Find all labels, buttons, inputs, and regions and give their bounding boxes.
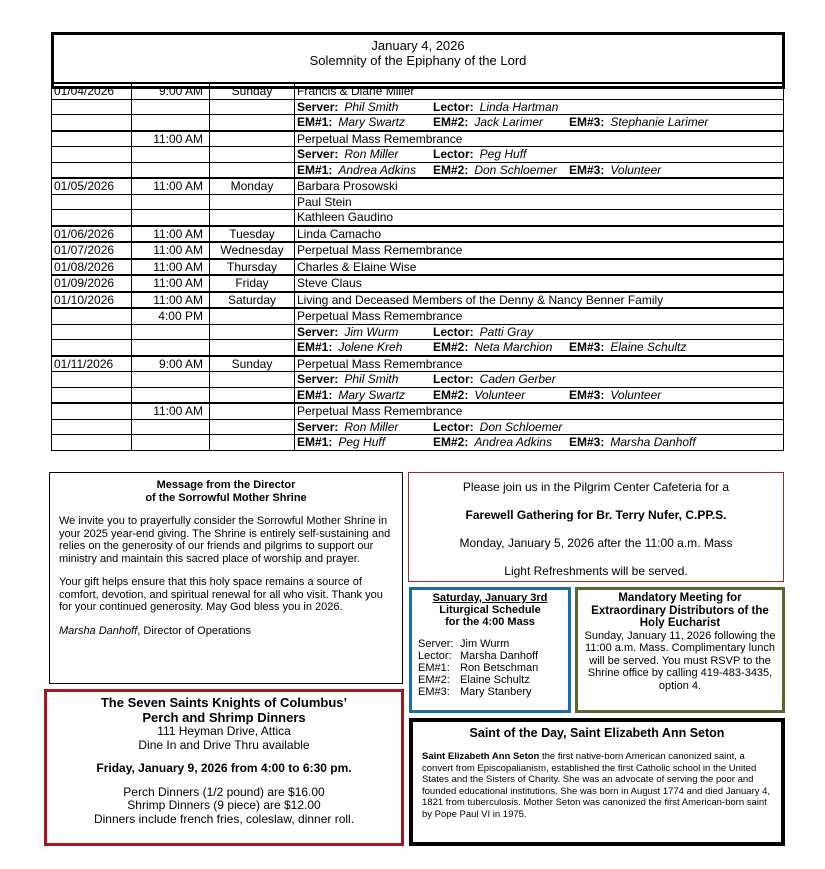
minister-name: Neta Marchion [474,340,553,355]
schedule-date [52,435,132,451]
minister-server [297,420,433,434]
role-label: EM#3: [569,115,605,130]
director-message-title: Message from the Director of the Sorrowful Mother Shrine [145,479,307,504]
minister-lector [433,100,569,114]
minister-assignments [295,324,784,340]
schedule-date [52,387,132,403]
minister-em3 [569,163,675,177]
role-label: EM#1: [297,387,333,402]
minister-name: Marsha Danhoff [610,435,696,450]
minister-name: Don Schloemer [474,162,558,177]
schedule-time [132,324,210,340]
schedule-day: Sunday [210,356,295,372]
minister-em3 [569,435,710,449]
minister-name: Stephanie Larimer [610,115,709,130]
role-label: EM#2: [433,162,469,177]
director-message-box [49,472,403,684]
schedule-time [132,147,210,163]
schedule-day [210,387,295,403]
schedule-time [132,115,210,131]
schedule-time: 9:00 AM [132,83,210,99]
saturday-role-row [418,638,562,650]
schedule-day [210,99,295,115]
schedule-date: 01/10/2026 [52,292,132,309]
schedule-row-ministers [52,340,784,356]
kofc-price-shrimp: Shrimp Dinners (9 piece) are $12.00 [127,798,321,812]
schedule-time [132,419,210,435]
signature-name: Marsha Danhoff [59,624,138,637]
schedule-date [52,308,132,324]
mandatory-meeting-body: Sunday, January 11, 2026 following the 11:00 a.m. Mass. Complimentary lunch will be served. You must RSVP to the Shrine office by calling 419-483-3435, option 4. [584,629,776,692]
schedule-intention: Perpetual Mass Remembrance [295,131,784,147]
farewell-line-3: Monday, January 5, 2026 after the 11:00 a.m. Mass [459,536,733,550]
role-label: Server: [297,324,339,339]
schedule-day [210,115,295,131]
minister-name: Phil Smith [344,372,399,387]
minister-assignments [295,435,784,451]
schedule-time [132,372,210,388]
role-label: EM#3: [418,686,450,698]
schedule-row-intention [52,308,784,324]
schedule-time [132,210,210,226]
mandatory-meeting-box [575,587,785,713]
schedule-date: 01/08/2026 [52,259,132,276]
schedule-date [52,194,132,210]
schedule-time: 11:00 AM [132,259,210,276]
schedule-time: 11:00 AM [132,226,210,243]
schedule-day [210,131,295,147]
schedule-day: Tuesday [210,226,295,243]
schedule-row-intention [52,178,784,194]
schedule-day [210,162,295,178]
schedule-date [52,131,132,147]
schedule-date [52,210,132,226]
minister-lector [433,420,569,434]
schedule-row-intention [52,259,784,276]
schedule-time [132,99,210,115]
schedule-time [132,435,210,451]
minister-name: Mary Swartz [338,387,406,402]
kofc-address: 111 Heyman Drive, Attica [157,724,291,738]
schedule-time: 11:00 AM [132,403,210,419]
minister-em1 [297,340,433,354]
header-date: January 4, 2026 [371,38,465,53]
schedule-time [132,387,210,403]
director-message-paragraph-2: Your gift helps ensure that this holy space remains a source of comfort, devotion, and spiritual renewal for all who visit. Thank you for your continued generosity. May God bless you in 2026. [59,576,383,613]
schedule-row-ministers [52,324,784,340]
minister-assignments [295,99,784,115]
mass-schedule-table [51,82,784,451]
schedule-row-ministers [52,99,784,115]
schedule-date: 01/06/2026 [52,226,132,243]
farewell-line-4: Light Refreshments will be served. [504,564,688,578]
schedule-intention: Charles & Elaine Wise [295,259,784,276]
schedule-intention: Paul Stein [295,194,784,210]
kofc-includes: Dinners include french fries, coleslaw, dinner roll. [93,811,355,826]
role-label: Server: [297,419,339,434]
minister-name: Jim Wurm [344,324,399,339]
minister-name: Linda Hartman [479,99,559,114]
schedule-date [52,372,132,388]
minister-assignments [295,147,784,163]
saint-name: Saint Elizabeth Ann Seton [422,751,540,762]
minister-em1 [297,388,433,402]
schedule-row-intention [52,226,784,243]
schedule-date [52,324,132,340]
schedule-time: 11:00 AM [132,178,210,194]
farewell-line-1: Please join us in the Pilgrim Center Cafeteria for a [462,480,730,494]
role-label: EM#2: [433,387,469,402]
schedule-date: 01/07/2026 [52,242,132,259]
saint-title: Saint of the Day, Saint Elizabeth Ann Seton [469,726,725,740]
minister-assignments [295,387,784,403]
schedule-date: 01/04/2026 [52,83,132,99]
schedule-intention: Perpetual Mass Remembrance [295,356,784,372]
schedule-row-intention [52,131,784,147]
schedule-day: Wednesday [210,242,295,259]
schedule-date [52,115,132,131]
minister-assignments [295,340,784,356]
schedule-intention: Perpetual Mass Remembrance [295,308,784,324]
schedule-row-ministers [52,162,784,178]
role-label: Lector: [433,324,474,339]
schedule-day [210,308,295,324]
schedule-day [210,372,295,388]
minister-name: Ron Miller [344,419,399,434]
role-label: Lector: [433,419,474,434]
schedule-row-intention [52,210,784,226]
schedule-row-intention [52,356,784,372]
schedule-time [132,162,210,178]
schedule-row-ministers [52,387,784,403]
schedule-day: Monday [210,178,295,194]
minister-server [297,147,433,161]
saturday-role-row [418,650,562,662]
minister-name: Don Schloemer [479,419,563,434]
minister-assignments [295,419,784,435]
schedule-row-intention [52,83,784,99]
schedule-row-intention [52,194,784,210]
farewell-gathering-box [408,472,784,582]
header-title: Solemnity of the Epiphany of the Lord [309,53,527,68]
role-label: Lector: [433,99,474,114]
saturday-roles-list [418,638,562,698]
minister-name: Jack Larimer [474,115,544,130]
schedule-row-ministers [52,372,784,388]
role-label: EM#2: [418,674,450,686]
minister-assignments [295,115,784,131]
minister-em2 [433,163,569,177]
schedule-date [52,403,132,419]
minister-name: Jolene Kreh [338,340,403,355]
minister-name: Peg Huff [338,435,386,450]
minister-em1 [297,435,433,449]
minister-name: Caden Gerber [479,372,556,387]
schedule-date: 01/05/2026 [52,178,132,194]
minister-name: Volunteer [474,387,526,402]
minister-assignments [295,162,784,178]
minister-em2 [433,115,569,129]
role-label: EM#2: [433,115,469,130]
schedule-date [52,147,132,163]
minister-em3 [569,115,722,129]
minister-em3 [569,340,700,354]
minister-name: Volunteer [610,162,662,177]
role-label: EM#1: [297,115,333,130]
minister-em1 [297,163,433,177]
minister-name: Phil Smith [344,99,399,114]
kofc-service: Dine In and Drive Thru available [138,737,310,752]
schedule-row-ministers [52,147,784,163]
schedule-date [52,340,132,356]
saturday-role-row [418,674,562,686]
role-label: Server: [297,99,339,114]
role-label: EM#1: [297,162,333,177]
minister-name: Peg Huff [479,147,527,162]
role-label: EM#1: [297,340,333,355]
role-label: Lector: [433,147,474,162]
schedule-intention: Perpetual Mass Remembrance [295,242,784,259]
schedule-intention: Linda Camacho [295,226,784,243]
schedule-date: 01/11/2026 [52,356,132,372]
schedule-time: 9:00 AM [132,356,210,372]
role-label: EM#1: [418,662,450,674]
role-label: EM#3: [569,435,605,450]
schedule-day [210,340,295,356]
minister-name: Mary Stanbery [460,686,532,698]
role-label: Lector: [418,650,452,662]
minister-name: Ron Miller [344,147,399,162]
minister-server [297,100,433,114]
minister-lector [433,147,569,161]
kofc-price-perch: Perch Dinners (1/2 pound) are $16.00 [123,784,325,799]
kofc-when: Friday, January 9, 2026 from 4:00 to 6:30 pm. [96,761,352,775]
schedule-day [210,403,295,419]
minister-server [297,372,433,386]
role-label: EM#3: [569,340,605,355]
schedule-row-intention [52,275,784,292]
minister-server [297,325,433,339]
minister-em2 [433,340,569,354]
schedule-day [210,194,295,210]
schedule-intention: Steve Claus [295,275,784,292]
kofc-dinner-box [44,689,404,846]
minister-em2 [433,388,569,402]
bulletin-header [51,32,785,89]
schedule-time: 4:00 PM [132,308,210,324]
schedule-row-ministers [52,419,784,435]
saturday-role-row [418,686,562,698]
schedule-time: 11:00 AM [132,131,210,147]
schedule-row-ministers [52,435,784,451]
minister-name: Elaine Schultz [460,674,530,686]
role-label: EM#3: [569,162,605,177]
minister-name: Elaine Schultz [610,340,687,355]
schedule-day: Thursday [210,259,295,276]
farewell-line-2: Farewell Gathering for Br. Terry Nufer, C.PP.S. [465,508,727,522]
schedule-day [210,324,295,340]
saturday-schedule-title: Saturday, January 3rd Liturgical Schedule for the 4:00 Mass [432,592,548,628]
schedule-time [132,194,210,210]
saturday-schedule-box [409,587,571,713]
minister-name: Patti Gray [479,324,534,339]
minister-name: Jim Wurm [460,638,510,650]
schedule-day [210,435,295,451]
role-label: EM#2: [433,340,469,355]
schedule-day [210,210,295,226]
schedule-row-intention [52,242,784,259]
role-label: EM#1: [297,435,333,450]
role-label: EM#2: [433,435,469,450]
signature-title: , Director of Operations [137,624,251,637]
schedule-date [52,99,132,115]
schedule-intention: Kathleen Gaudino [295,210,784,226]
schedule-intention: Living and Deceased Members of the Denny & Nancy Benner Family [295,292,784,309]
saturday-role-row [418,662,562,674]
schedule-date [52,419,132,435]
schedule-row-intention [52,292,784,309]
schedule-row-ministers [52,115,784,131]
minister-assignments [295,372,784,388]
minister-em1 [297,115,433,129]
minister-lector [433,372,569,386]
minister-em2 [433,435,569,449]
minister-lector [433,325,569,339]
minister-name: Andrea Adkins [474,435,552,450]
schedule-row-intention [52,403,784,419]
schedule-date [52,162,132,178]
schedule-time: 11:00 AM [132,242,210,259]
director-message-paragraph-1: We invite you to prayerfully consider the Sorrowful Mother Shrine in your 2025 year-end giving. The Shrine is entirely self-sustaining and relies on the generosity of our friends and pilgrims to support our ministry and maintain this sacred place of worship and prayer. [59,515,391,565]
schedule-day [210,147,295,163]
role-label: Server: [297,147,339,162]
director-signature [59,625,393,638]
schedule-intention: Francis & Diane Miller [295,83,784,99]
schedule-day: Saturday [210,292,295,309]
minister-em3 [569,388,675,402]
saint-of-the-day-box [409,718,785,846]
saint-body: Saint Elizabeth Ann Seton the first native-born American canonized saint, a convert from Episcopalianism, established the first Catholic school in the United States and the Sisters of Charity. She was an advocate of serving the poor and founded educational institutions. She was born in August 1774 and died January 4, 1821 from tuberculosis. Mother Seton was canonized the first American-born saint by Pope Paul VI in 1975. [422,751,771,820]
schedule-time: 11:00 AM [132,292,210,309]
schedule-date: 01/09/2026 [52,275,132,292]
kofc-title: The Seven Saints Knights of Columbus’ Perch and Shrimp Dinners [100,695,348,725]
minister-name: Ron Betschman [460,662,539,674]
schedule-time: 11:00 AM [132,275,210,292]
schedule-intention: Perpetual Mass Remembrance [295,403,784,419]
role-label: EM#3: [569,387,605,402]
role-label: Server: [297,372,339,387]
minister-name: Andrea Adkins [338,162,416,177]
role-label: Lector: [433,372,474,387]
schedule-intention: Barbara Prosowski [295,178,784,194]
minister-name: Mary Swartz [338,115,406,130]
mandatory-meeting-title: Mandatory Meeting for Extraordinary Distributors of the Holy Eucharist [591,592,769,629]
schedule-day [210,419,295,435]
role-label: Server: [418,638,454,650]
minister-name: Marsha Danhoff [460,650,539,662]
schedule-time [132,340,210,356]
schedule-day: Sunday [210,83,295,99]
minister-name: Volunteer [610,387,662,402]
schedule-day: Friday [210,275,295,292]
